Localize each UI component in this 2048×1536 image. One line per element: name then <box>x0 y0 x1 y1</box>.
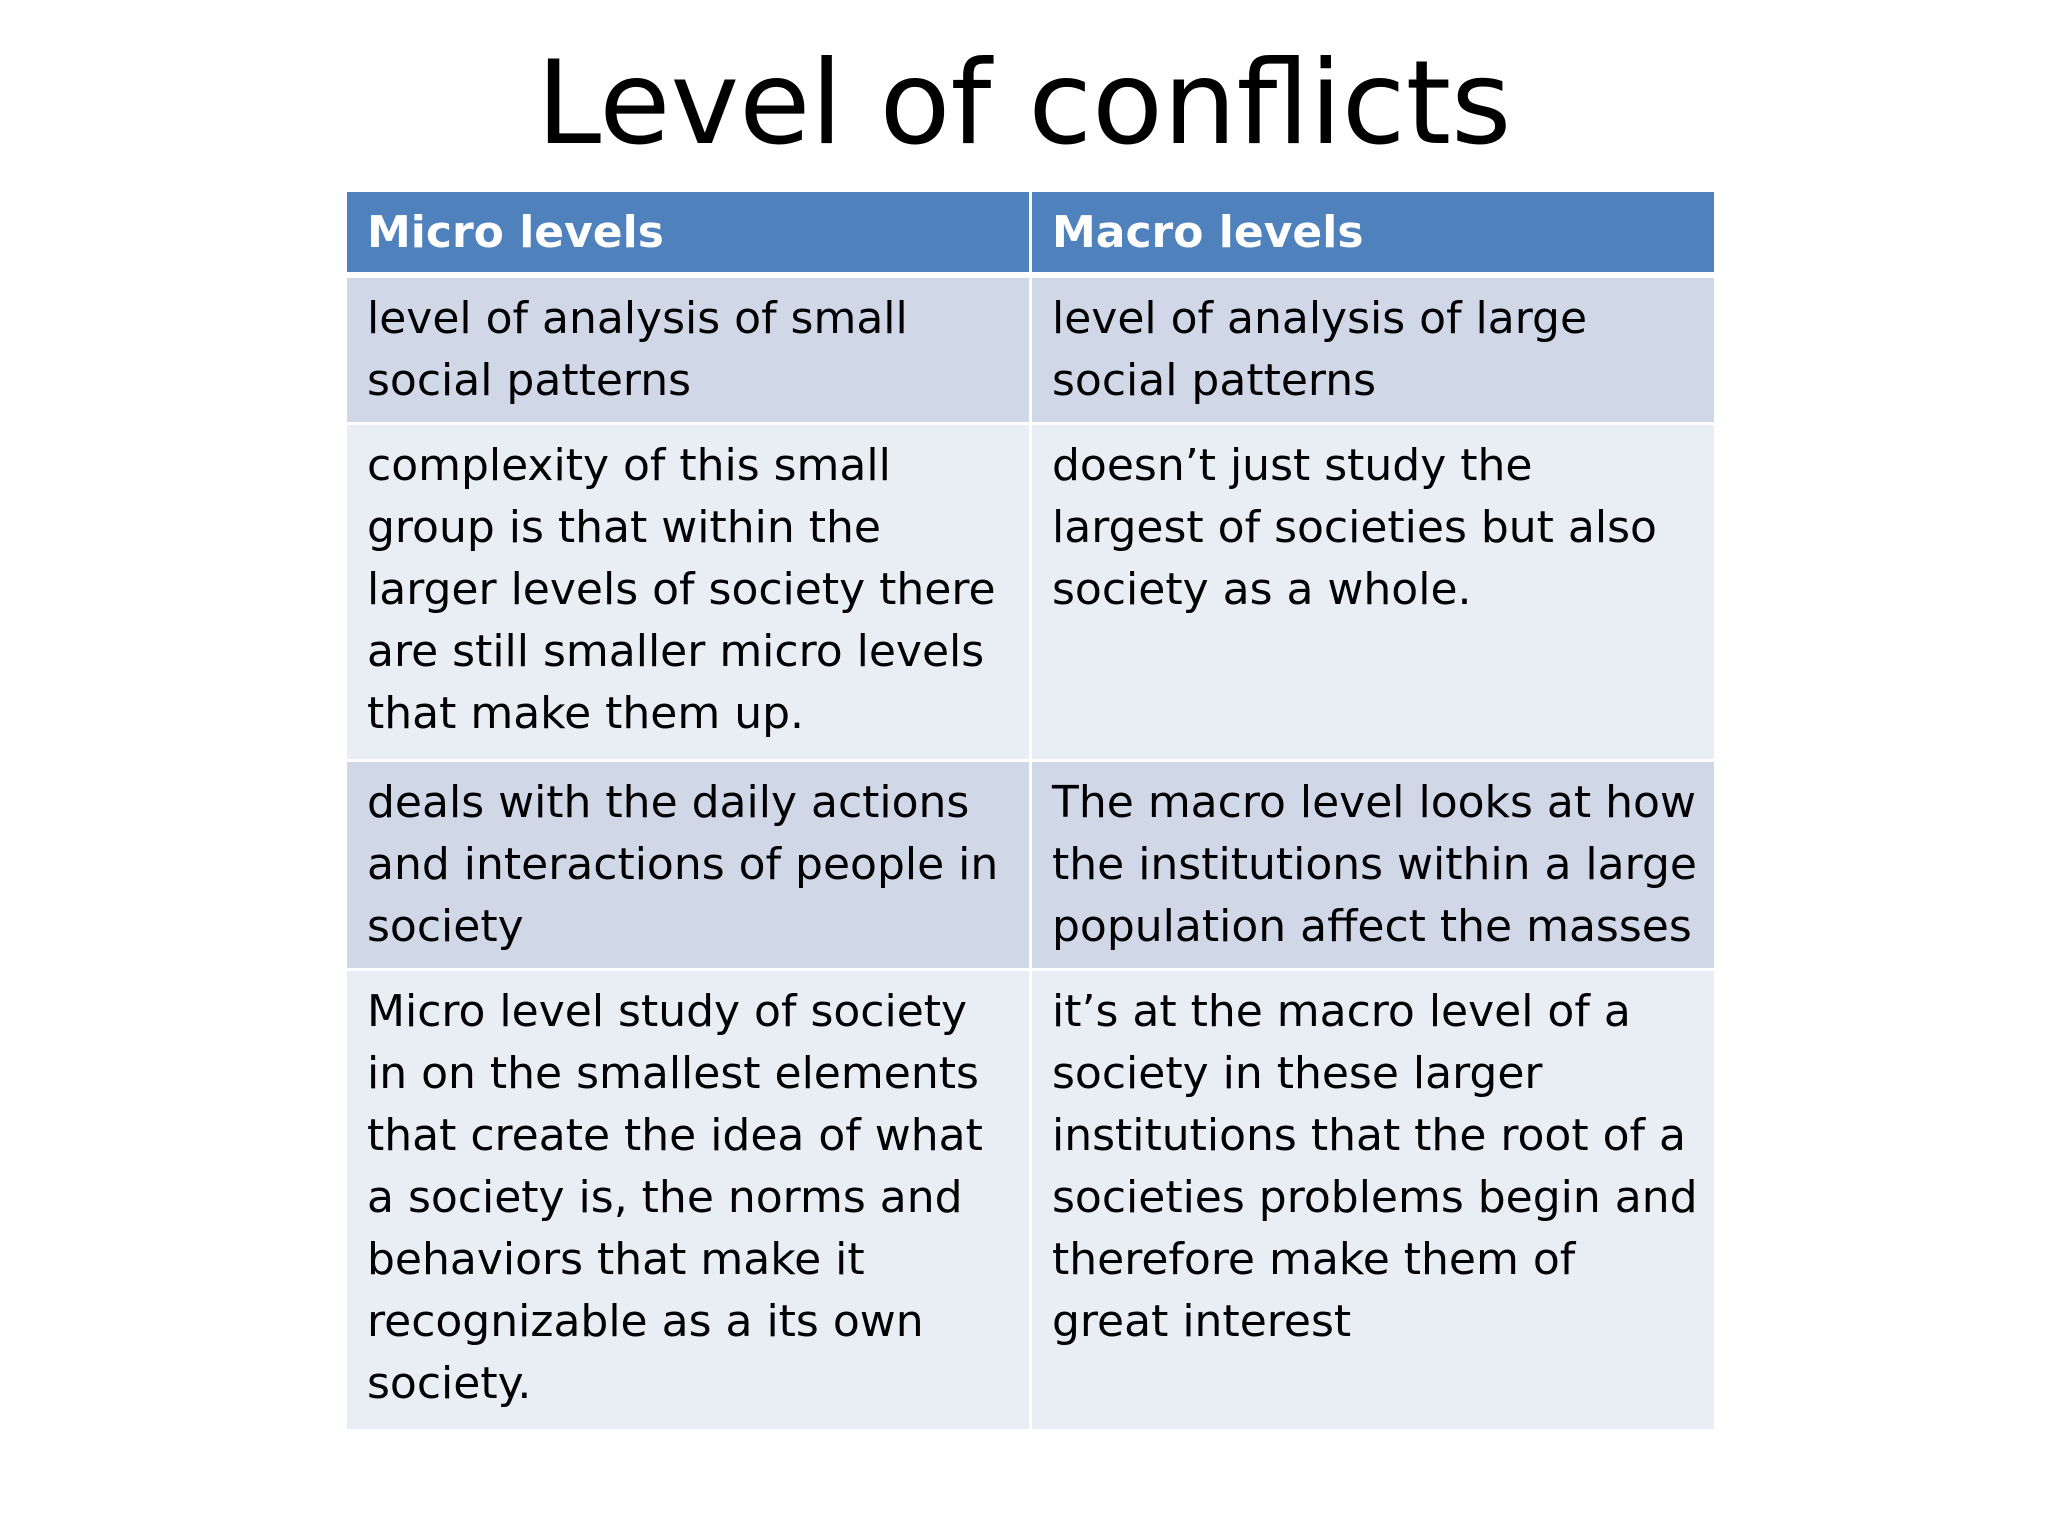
comparison-table <box>344 189 1717 1432</box>
cell-macro: level of analysis of large social patterns <box>1031 275 1716 424</box>
cell-micro: level of analysis of small social patterns <box>346 275 1031 424</box>
table-row <box>346 424 1716 761</box>
table-row <box>346 761 1716 970</box>
table-row <box>346 970 1716 1431</box>
cell-micro: Micro level study of society in on the smallest elements that create the idea of what a society is, the norms and behaviors that make it recognizable as a its own society. <box>346 970 1031 1431</box>
cell-macro: doesn’t just study the largest of societies but also society as a whole. <box>1031 424 1716 761</box>
cell-micro: deals with the daily actions and interactions of people in society <box>346 761 1031 970</box>
header-micro-levels: Micro levels <box>346 191 1031 276</box>
table-row <box>346 275 1716 424</box>
table-header-row <box>346 191 1716 276</box>
cell-micro: complexity of this small group is that within the larger levels of society there are still smaller micro levels that make them up. <box>346 424 1031 761</box>
header-macro-levels: Macro levels <box>1031 191 1716 276</box>
cell-macro: The macro level looks at how the institutions within a large population affect the masses <box>1031 761 1716 970</box>
cell-macro: it’s at the macro level of a society in these larger institutions that the root of a societies problems begin and therefore make them of great interest <box>1031 970 1716 1431</box>
slide-title: Level of conflicts <box>536 36 1512 171</box>
